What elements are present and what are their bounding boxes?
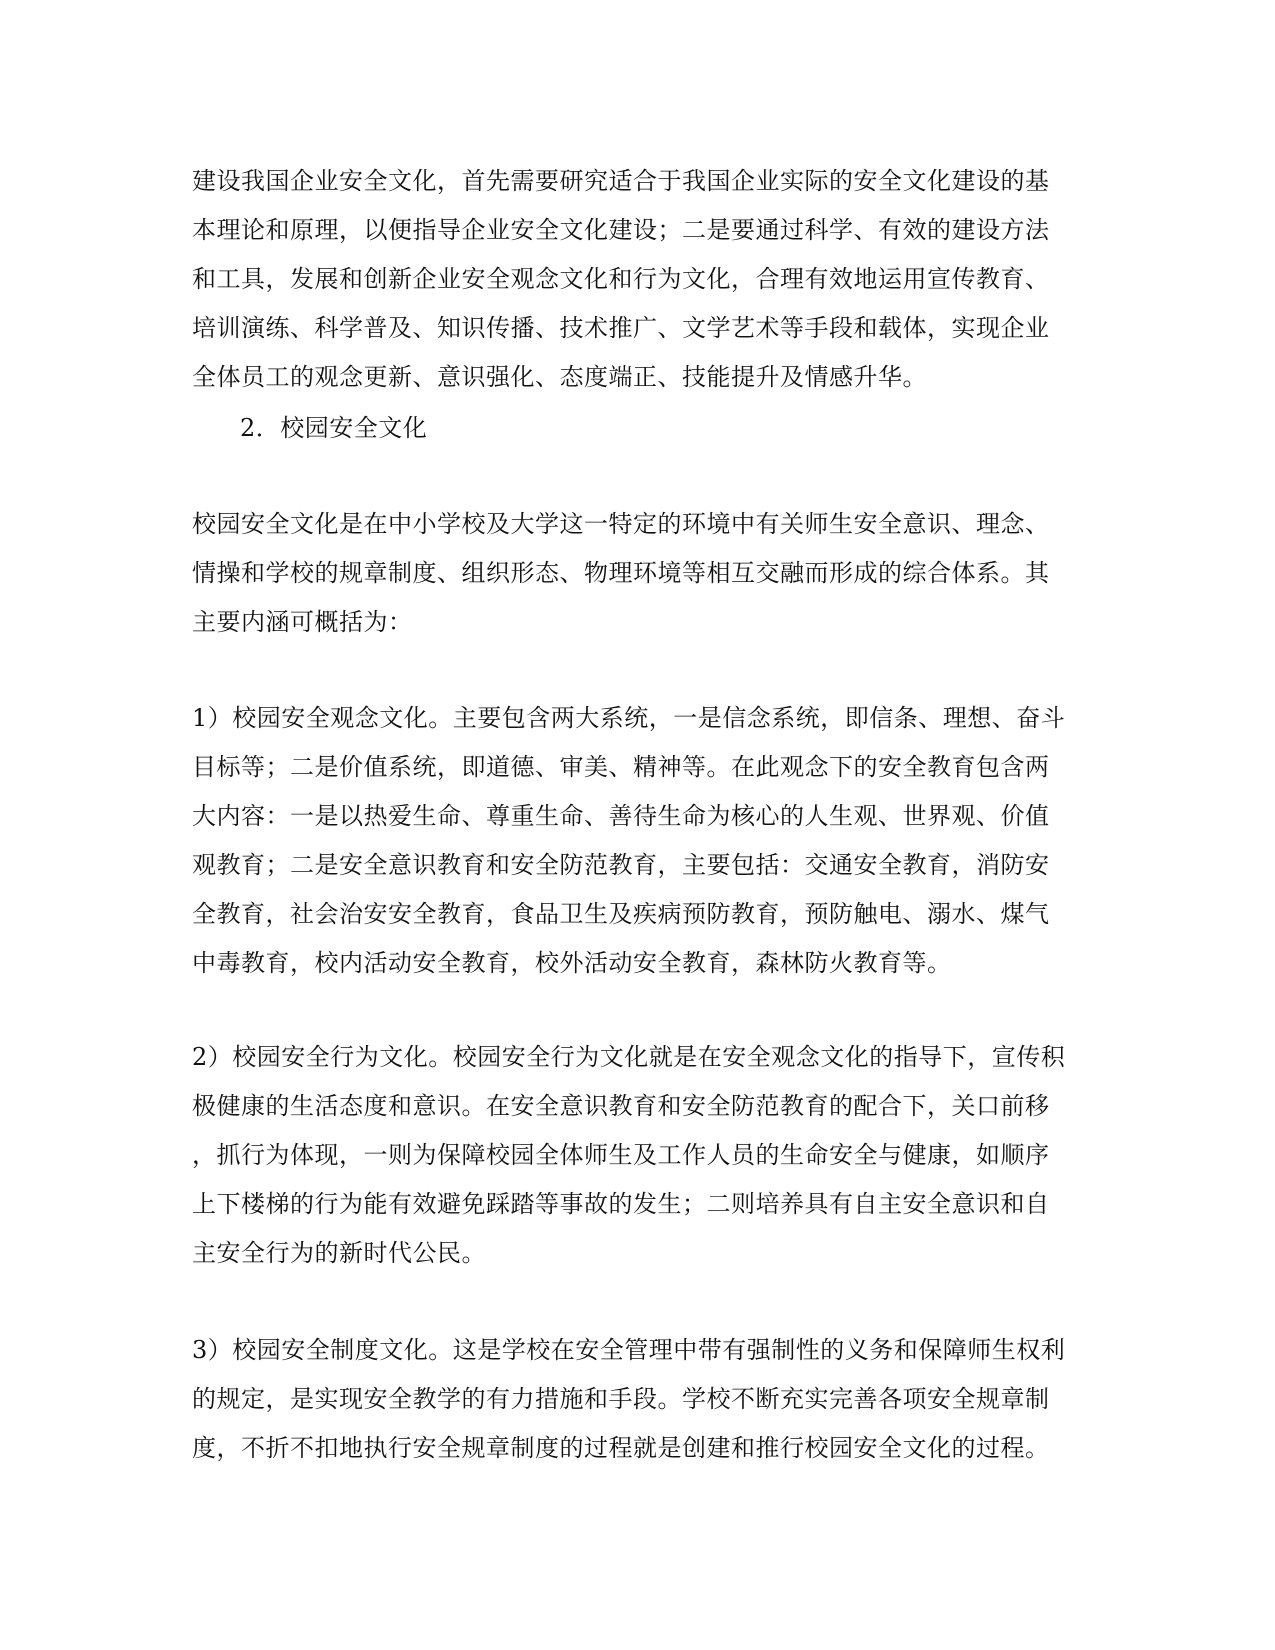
section-heading-text: 2．校园安全文化	[240, 414, 428, 442]
text-line: 全体员工的观念更新、意识强化、态度端正、技能提升及情感升华。	[192, 363, 927, 391]
text-line: 目标等；二是价值系统，即道德、审美、精神等。在此观念下的安全教育包含两	[192, 753, 1050, 781]
text-line: 和工具，发展和创新企业安全观念文化和行为文化，合理有效地运用宣传教育、	[192, 265, 1050, 293]
text-line: 本理论和原理，以便指导企业安全文化建设；二是要通过科学、有效的建设方法	[192, 216, 1050, 244]
text-line: 度，不折不扣地执行安全规章制度的过程就是创建和推行校园安全文化的过程。	[192, 1434, 1050, 1462]
section-heading	[240, 404, 1130, 453]
text-line: 2）校园安全行为文化。校园安全行为文化就是在安全观念文化的指导下，宣传积	[192, 1043, 1066, 1071]
text-line: 主要内涵可概括为：	[192, 608, 413, 636]
paragraph-enterprise-safety-culture	[192, 157, 1082, 402]
text-line: 情操和学校的规章制度、组织形态、物理环境等相互交融而形成的综合体系。其	[192, 559, 1050, 587]
text-line: 上下楼梯的行为能有效避免踩踏等事故的发生；二则培养具有自主安全意识和自	[192, 1190, 1050, 1218]
text-line: 极健康的生活态度和意识。在安全意识教育和安全防范教育的配合下，关口前移	[192, 1092, 1050, 1120]
paragraph-concept-culture	[192, 694, 1082, 988]
text-line: 中毒教育，校内活动安全教育，校外活动安全教育，森林防火教育等。	[192, 949, 952, 977]
paragraph-behavior-culture	[192, 1033, 1082, 1278]
text-line: 1）校园安全观念文化。主要包含两大系统，一是信念系统，即信条、理想、奋斗	[192, 704, 1066, 732]
text-line: 校园安全文化是在中小学校及大学这一特定的环境中有关师生安全意识、理念、	[192, 510, 1050, 538]
paragraph-institution-culture	[192, 1326, 1082, 1473]
text-line: 全教育，社会治安安全教育，食品卫生及疾病预防教育，预防触电、溺水、煤气	[192, 900, 1050, 928]
text-line: ，抓行为体现，一则为保障校园全体师生及工作人员的生命安全与健康，如顺序	[192, 1141, 1050, 1169]
text-line: 主安全行为的新时代公民。	[192, 1239, 486, 1267]
text-line: 观教育；二是安全意识教育和安全防范教育，主要包括：交通安全教育，消防安	[192, 851, 1050, 879]
text-line: 的规定，是实现安全教学的有力措施和手段。学校不断充实完善各项安全规章制	[192, 1385, 1050, 1413]
text-line: 培训演练、科学普及、知识传播、技术推广、文学艺术等手段和载体，实现企业	[192, 314, 1050, 342]
text-line: 建设我国企业安全文化，首先需要研究适合于我国企业实际的安全文化建设的基	[192, 167, 1050, 195]
text-line: 3）校园安全制度文化。这是学校在安全管理中带有强制性的义务和保障师生权利	[192, 1336, 1066, 1364]
text-line: 大内容：一是以热爱生命、尊重生命、善待生命为核心的人生观、世界观、价值	[192, 802, 1050, 830]
paragraph-campus-safety-intro	[192, 500, 1082, 647]
